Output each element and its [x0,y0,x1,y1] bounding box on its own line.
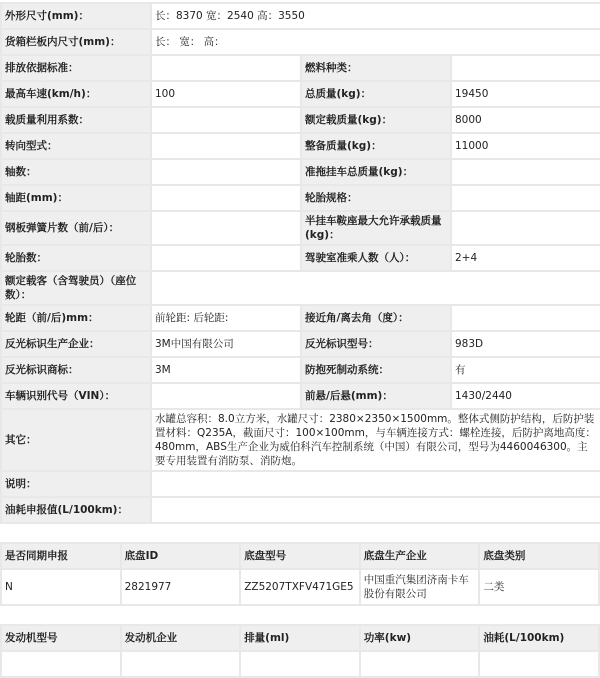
spec-value: 前轮距: 后轮距: [151,305,301,331]
engine-cell [360,651,480,677]
spec-value: 19450 [451,81,600,107]
chassis-header: 底盘类别 [479,543,599,569]
spec-label: 燃料种类： [301,55,451,81]
spec-value [451,211,600,245]
spec-label: 外形尺寸(mm)： [1,3,151,29]
chassis-table [0,542,600,606]
spec-label: 反光标识型号： [301,331,451,357]
chassis-header: 底盘型号 [240,543,360,569]
spec-label: 转向型式： [1,133,151,159]
vehicle-spec-table [0,2,600,524]
spec-label: 轴数： [1,159,151,185]
spec-value [151,383,301,409]
spec-label: 额定载客（含驾驶员）（座位数）： [1,271,151,305]
chassis-cell: 二类 [479,569,599,605]
engine-table [0,624,600,678]
spec-row [1,471,600,497]
chassis-cell: ZZ5207TXFV471GE5 [240,569,360,605]
spec-value: 3M [151,357,301,383]
spec-value [451,305,600,331]
chassis-cell: 中国重汽集团济南卡车股份有限公司 [360,569,480,605]
spec-row [1,107,600,133]
spec-row [1,305,600,331]
engine-cell [240,651,360,677]
spec-label: 轮距（前/后)mm： [1,305,151,331]
spec-label: 驾驶室准乘人数（人）： [301,245,451,271]
spec-row [1,185,600,211]
spec-label: 最高车速(km/h)： [1,81,151,107]
spec-label: 半挂车鞍座最大允许承载质量(kg)： [301,211,451,245]
spec-value: 1430/2440 [451,383,600,409]
spec-value [151,133,301,159]
spec-row [1,159,600,185]
spec-label: 轮胎数： [1,245,151,271]
spec-label: 钢板弹簧片数（前/后）： [1,211,151,245]
spec-value: 8000 [451,107,600,133]
spec-row [1,497,600,523]
spec-value [451,159,600,185]
engine-cell [1,651,121,677]
spec-label: 接近角/离去角（度）： [301,305,451,331]
spec-label: 货箱栏板内尺寸(mm)： [1,29,151,55]
chassis-cell: 2821977 [121,569,241,605]
spec-value [151,107,301,133]
spec-label: 车辆识别代号（VIN）： [1,383,151,409]
spec-row [1,409,600,471]
spec-value [151,497,600,523]
chassis-row [1,569,599,605]
spec-label: 整备质量(kg)： [301,133,451,159]
engine-header: 排量(ml) [240,625,360,651]
spec-label: 反光标识商标： [1,357,151,383]
spec-row [1,133,600,159]
spec-row [1,383,600,409]
spec-value: 983D [451,331,600,357]
spec-value [151,185,301,211]
spec-value: 长：8370 宽：2540 高：3550 [151,3,600,29]
spec-label: 油耗申报值(L/100km)： [1,497,151,523]
spec-value [451,55,600,81]
spec-row [1,81,600,107]
spec-value [451,185,600,211]
engine-header-row [1,625,599,651]
spec-value: 水罐总容积：8.0立方米，水罐尺寸：2380×2350×1500mm。整体式侧防护结构，后防护装置材料：Q235A，截面尺寸：100×100mm，与车辆连接方式：螺栓连接，后防护离地高度：480mm，ABS生产企业为威伯科汽车控制系统（中国）有限公司，型号为4460046300。主要专用装置有消防泵、消防炮。 [151,409,600,471]
spec-label: 说明： [1,471,151,497]
spec-label: 载质量利用系数： [1,107,151,133]
spec-row [1,357,600,383]
spec-row [1,55,600,81]
chassis-header: 底盘生产企业 [360,543,480,569]
spec-label: 轴距(mm)： [1,185,151,211]
spec-row [1,245,600,271]
spec-row [1,3,600,29]
spec-value [151,471,600,497]
spec-value: 11000 [451,133,600,159]
engine-row [1,651,599,677]
engine-header: 功率(kw) [360,625,480,651]
chassis-header: 底盘ID [121,543,241,569]
spec-row [1,211,600,245]
spec-value: 有 [451,357,600,383]
spec-label: 总质量(kg)： [301,81,451,107]
spec-label: 前悬/后悬(mm)： [301,383,451,409]
spec-value [151,159,301,185]
chassis-header-row [1,543,599,569]
spec-row [1,331,600,357]
spec-label: 准拖挂车总质量(kg)： [301,159,451,185]
engine-cell [479,651,599,677]
spec-label: 防抱死制动系统： [301,357,451,383]
spec-row [1,271,600,305]
spec-value [151,245,301,271]
spec-label: 反光标识生产企业： [1,331,151,357]
spec-label: 排放依据标准： [1,55,151,81]
spec-value: 3M中国有限公司 [151,331,301,357]
spec-value [151,55,301,81]
spec-value: 2+4 [451,245,600,271]
spec-label: 额定载质量(kg)： [301,107,451,133]
engine-header: 发动机企业 [121,625,241,651]
chassis-cell: N [1,569,121,605]
chassis-header: 是否同期申报 [1,543,121,569]
spec-label: 其它： [1,409,151,471]
engine-header: 发动机型号 [1,625,121,651]
spec-label: 轮胎规格： [301,185,451,211]
engine-cell [121,651,241,677]
spec-value [151,211,301,245]
engine-header: 油耗(L/100km) [479,625,599,651]
spec-value [151,271,600,305]
spec-value: 100 [151,81,301,107]
spec-row [1,29,600,55]
spec-value: 长： 宽： 高： [151,29,600,55]
